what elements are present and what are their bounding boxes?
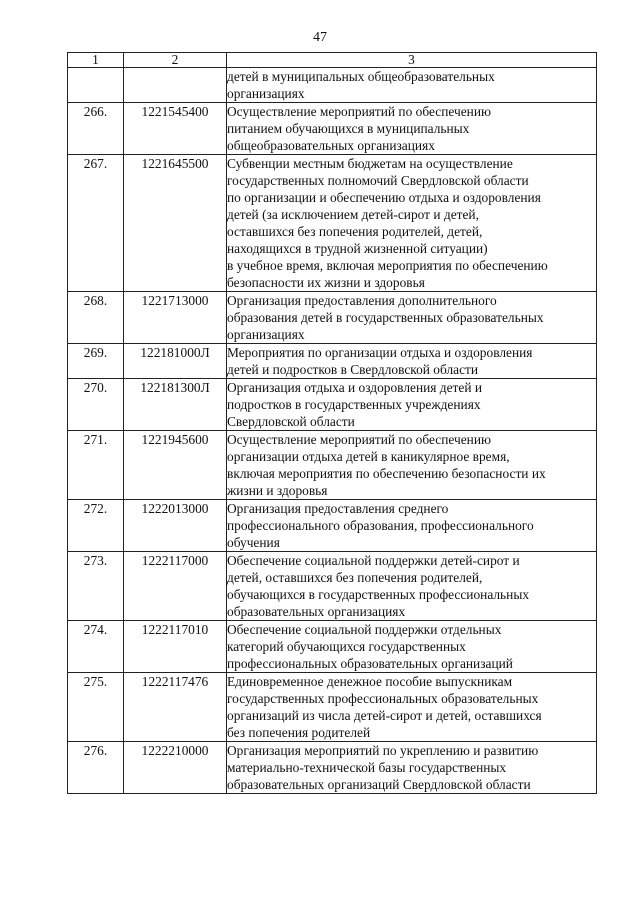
description-cell [227, 552, 597, 621]
description-line: Организация мероприятий по укреплению и развитию [227, 743, 539, 758]
table-row [68, 500, 597, 552]
description-cell [227, 431, 597, 500]
row-number: 271. [68, 431, 124, 500]
budget-code: 1221545400 [124, 103, 227, 155]
description-line: включая мероприятия по обеспечению безопасности их [227, 466, 546, 481]
row-number: 266. [68, 103, 124, 155]
description-cell [227, 673, 597, 742]
column-header-1: 1 [68, 53, 124, 68]
description-line: без попечения родителей [227, 725, 371, 740]
description-cell [227, 621, 597, 673]
table-header-row [68, 53, 597, 68]
description-line: организациях [227, 327, 305, 342]
description-cell [227, 500, 597, 552]
budget-code: 122181300Л [124, 379, 227, 431]
description-line: материально-технической базы государственных [227, 760, 507, 775]
row-number: 270. [68, 379, 124, 431]
description-line: в учебное время, включая мероприятия по обеспечению [227, 258, 548, 273]
row-number: 275. [68, 673, 124, 742]
description-cell [227, 292, 597, 344]
description-line: образовательных организаций Свердловской области [227, 777, 531, 792]
budget-code: 1222210000 [124, 742, 227, 794]
page-number: 47 [313, 30, 327, 45]
row-number: 267. [68, 155, 124, 292]
description-line: профессионального образования, профессионального [227, 518, 534, 533]
budget-code: 1221945600 [124, 431, 227, 500]
description-cell [227, 68, 597, 103]
description-line: профессиональных образовательных организаций [227, 656, 513, 671]
row-number: 273. [68, 552, 124, 621]
table-row [68, 673, 597, 742]
description-line: Организация отдыха и оздоровления детей и [227, 380, 483, 395]
description-line: организаций из числа детей-сирот и детей, оставшихся [227, 708, 542, 723]
description-line: подростков в государственных учреждениях [227, 397, 481, 412]
budget-code: 1221713000 [124, 292, 227, 344]
description-line: категорий обучающихся государственных [227, 639, 466, 654]
description-line: обучающихся в государственных профессиональных [227, 587, 530, 602]
description-line: Организация предоставления дополнительного [227, 293, 497, 308]
row-number: 276. [68, 742, 124, 794]
description-line: обучения [227, 535, 280, 550]
table-row [68, 292, 597, 344]
description-line: детей в муниципальных общеобразовательных [227, 69, 495, 84]
description-line: государственных полномочий Свердловской области [227, 173, 529, 188]
budget-code: 1222117476 [124, 673, 227, 742]
row-number: 272. [68, 500, 124, 552]
budget-code: 1222013000 [124, 500, 227, 552]
description-cell [227, 103, 597, 155]
description-line: по организации и обеспечению отдыха и оздоровления [227, 190, 541, 205]
description-line: находящихся в трудной жизненной ситуации) [227, 241, 488, 256]
budget-code: 1221645500 [124, 155, 227, 292]
description-line: образовательных организациях [227, 604, 406, 619]
description-line: организациях [227, 86, 305, 101]
budget-code: 122181000Л [124, 344, 227, 379]
description-line: Осуществление мероприятий по обеспечению [227, 432, 491, 447]
row-number [68, 68, 124, 103]
budget-code [124, 68, 227, 103]
description-cell [227, 379, 597, 431]
table-row [68, 155, 597, 292]
description-line: общеобразовательных организациях [227, 138, 435, 153]
table-row [68, 552, 597, 621]
description-line: организации отдыха детей в каникулярное время, [227, 449, 510, 464]
description-line: питанием обучающихся в муниципальных [227, 121, 470, 136]
table-row [68, 742, 597, 794]
description-line: Единовременное денежное пособие выпускникам [227, 674, 513, 689]
description-line: образования детей в государственных образовательных [227, 310, 544, 325]
description-line: жизни и здоровья [227, 483, 328, 498]
table-row [68, 68, 597, 103]
description-line: Организация предоставления среднего [227, 501, 449, 516]
description-line: детей и подростков в Свердловской области [227, 362, 479, 377]
table-row [68, 621, 597, 673]
description-line: Свердловской области [227, 414, 355, 429]
description-line: государственных профессиональных образовательных [227, 691, 539, 706]
description-line: Обеспечение социальной поддержки детей-сирот и [227, 553, 520, 568]
table-row [68, 379, 597, 431]
description-line: Мероприятия по организации отдыха и оздоровления [227, 345, 533, 360]
column-header-2: 2 [124, 53, 227, 68]
column-header-3: 3 [227, 53, 597, 68]
description-line: безопасности их жизни и здоровья [227, 275, 425, 290]
row-number: 269. [68, 344, 124, 379]
row-number: 274. [68, 621, 124, 673]
budget-code: 1222117010 [124, 621, 227, 673]
budget-code: 1222117000 [124, 552, 227, 621]
description-line: Осуществление мероприятий по обеспечению [227, 104, 491, 119]
table-row [68, 103, 597, 155]
table-row [68, 344, 597, 379]
budget-codes-table [67, 52, 597, 794]
description-cell [227, 742, 597, 794]
description-line: детей (за исключением детей-сирот и детей, [227, 207, 479, 222]
table-row [68, 431, 597, 500]
description-line: оставшихся без попечения родителей, детей, [227, 224, 483, 239]
description-line: Субвенции местным бюджетам на осуществление [227, 156, 513, 171]
description-cell [227, 155, 597, 292]
description-cell [227, 344, 597, 379]
row-number: 268. [68, 292, 124, 344]
description-line: Обеспечение социальной поддержки отдельных [227, 622, 502, 637]
description-line: детей, оставшихся без попечения родителей, [227, 570, 483, 585]
